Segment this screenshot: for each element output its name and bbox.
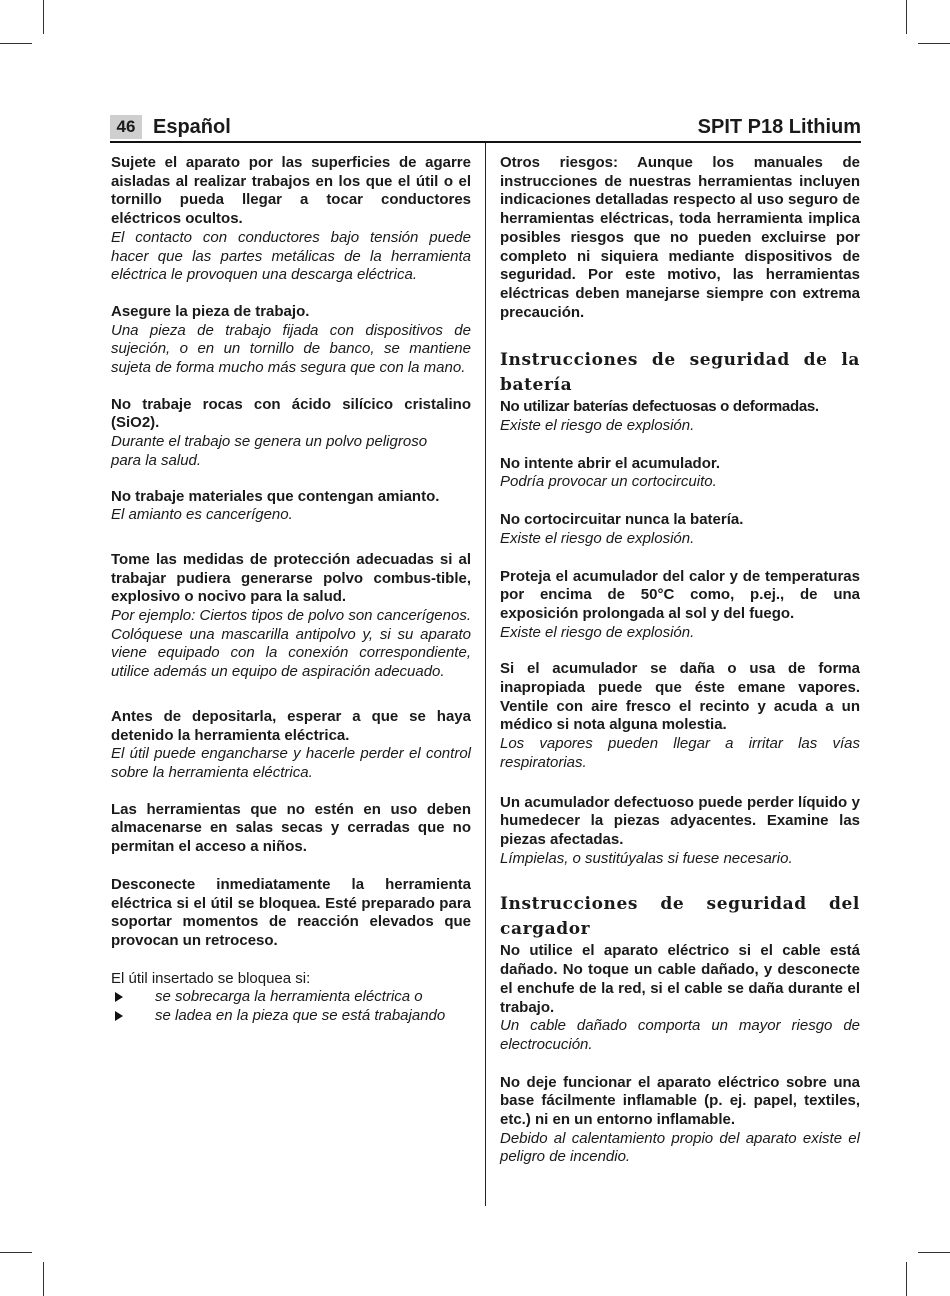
crop-mark: [906, 1262, 907, 1296]
right-column: [500, 154, 860, 1167]
instruction-bold: No utilice el aparato eléctrico si el cable está dañado. No toque un cable dañado, y desconecte el enchufe de la red, si el cable se daña durante el trabajo.: [500, 942, 860, 1016]
safety-block: [500, 942, 860, 1054]
list-item-text: se sobrecarga la herramienta eléctrica o: [155, 988, 423, 1006]
safety-block: [111, 801, 471, 857]
crop-mark: [0, 43, 32, 44]
instruction-bold: Las herramientas que no estén en uso deben almacenarse en salas secas y cerradas que no permitan el acceso a niños.: [111, 800, 471, 856]
safety-block: [500, 660, 860, 772]
instruction-reason: El útil puede engancharse y hacerle perder el control sobre la herramienta eléctrica.: [111, 745, 471, 781]
safety-block: [500, 794, 860, 869]
instruction-bold: No deje funcionar el aparato eléctrico sobre una base fácilmente inflamable (p. ej. papel, textiles, etc.) ni en un entorno inflamable.: [500, 1073, 860, 1129]
instruction-reason: Por ejemplo: Ciertos tipos de polvo son cancerígenos. Colóquese una mascarilla antipolvo y, si su aparato viene equipado con la conexión correspondiente, utilice además un equipo de aspiración adecuado.: [111, 607, 471, 681]
crop-mark: [906, 0, 907, 34]
bullet-list: [111, 988, 471, 1025]
instruction-bold: Antes de depositarla, esperar a que se haya detenido la herramienta eléctrica.: [111, 707, 471, 744]
instruction-reason: Existe el riesgo de explosión.: [500, 529, 695, 547]
instruction-bold: Asegure la pieza de trabajo.: [111, 302, 310, 320]
safety-block: [500, 568, 860, 643]
safety-block: [111, 708, 471, 783]
instruction-bold: Sujete el aparato por las superficies de agarre aisladas al realizar trabajos en los que el útil o el tornillo pueda llegar a tocar conductores eléctricos ocultos.: [111, 154, 471, 228]
crop-mark: [918, 1252, 950, 1253]
instruction-bold: Desconecte inmediatamente la herramienta eléctrica si el útil se bloquea. Esté preparado para soportar momentos de reacción elevados que provocan un retroceso.: [111, 875, 471, 949]
instruction-reason: Durante el trabajo se genera un polvo peligroso para la salud.: [111, 433, 428, 469]
instruction-reason: Los vapores pueden llegar a irritar las vías respiratorias.: [500, 735, 860, 771]
safety-block: [111, 488, 471, 525]
instruction-bold: No trabaje rocas con ácido silícico cristalino (SiO2).: [111, 395, 471, 432]
instruction-reason: Debido al calentamiento propio del aparato existe el peligro de incendio.: [500, 1129, 860, 1166]
instruction-bold: No cortocircuitar nunca la batería.: [500, 511, 744, 529]
instruction-reason: Podría provocar un cortocircuito.: [500, 473, 717, 491]
instruction-reason: Límpielas, o sustitúyalas si fuese necesario.: [500, 849, 793, 867]
instruction-bold: Otros riesgos: Aunque los manuales de instrucciones de nuestras herramientas incluyen indicaciones detalladas respecto al uso seguro de herramientas eléctricas, toda herramienta implica posibles riesgos que no pueden excluirse por completo ni siquiera mediante dispositivos de seguridad. Por este motivo, las herramientas eléctricas deben manejarse siempre con extrema precaución.: [500, 154, 860, 321]
page-number: 46: [110, 115, 142, 139]
list-item: [111, 1007, 471, 1026]
instruction-bold: Tome las medidas de protección adecuadas si al trabajar pudiera generarse polvo combus-tible, explosivo o nocivo para la salud.: [111, 550, 471, 606]
section-heading: Instrucciones de seguridad de la batería: [500, 350, 860, 396]
crop-mark: [43, 1262, 44, 1296]
safety-block: [111, 303, 471, 378]
instruction-bold: Un acumulador defectuoso puede perder líquido y humedecer la piezas adyacentes. Examine las piezas afectadas.: [500, 793, 860, 848]
language-label: Español: [153, 116, 231, 138]
crop-mark: [0, 1252, 32, 1253]
safety-block: [500, 455, 860, 492]
safety-block: [500, 1074, 860, 1168]
safety-block: [111, 396, 471, 471]
safety-block: [111, 154, 471, 285]
instruction-reason: Una pieza de trabajo fijada con dispositivos de sujeción, o en un tornillo de banco, se mantiene sujeta de forma mucho más segura que con la mano.: [111, 321, 471, 377]
safety-block: [111, 876, 471, 951]
instruction-bold: No utilizar baterías defectuosas o deformadas.: [500, 398, 819, 416]
crop-mark: [918, 43, 950, 44]
instruction-bold: Proteja el acumulador del calor y de temperaturas por encima de 50°C como, p.ej., de una exposición prolongada al sol y del fuego.: [500, 567, 860, 622]
arrow-bullet-icon: [115, 1011, 123, 1021]
instruction-bold: No trabaje materiales que contengan amianto.: [111, 487, 440, 505]
safety-block: [500, 154, 860, 322]
left-column: [111, 154, 471, 1026]
list-intro: El útil insertado se bloquea si:: [111, 969, 311, 987]
arrow-bullet-icon: [115, 992, 123, 1002]
safety-block: [111, 551, 471, 682]
safety-block: [111, 970, 471, 1026]
instruction-bold: No intente abrir el acumulador.: [500, 454, 721, 472]
list-item-text: se ladea en la pieza que se está trabajando: [155, 1007, 446, 1025]
instruction-reason: Existe el riesgo de explosión.: [500, 623, 695, 641]
instruction-reason: El contacto con conductores bajo tensión puede hacer que las partes metálicas de la herramienta eléctrica le provoquen una descarga eléctrica.: [111, 228, 471, 284]
page-header: [110, 113, 861, 141]
column-divider: [485, 143, 486, 1206]
instruction-reason: Existe el riesgo de explosión.: [500, 417, 695, 435]
list-item: [111, 988, 471, 1007]
safety-block: [500, 511, 860, 548]
crop-mark: [43, 0, 44, 34]
instruction-bold: Si el acumulador se daña o usa de forma inapropiada puede que éste emane vapores. Ventile con aire fresco el recinto y acuda a un médico si nota alguna molestia.: [500, 660, 860, 734]
safety-block: [500, 398, 860, 435]
instruction-reason: Un cable dañado comporta un mayor riesgo de electrocución.: [500, 1017, 860, 1053]
product-title: SPIT P18 Lithium: [697, 116, 861, 138]
instruction-reason: El amianto es cancerígeno.: [111, 506, 293, 524]
section-heading: Instrucciones de seguridad del cargador: [500, 894, 860, 940]
